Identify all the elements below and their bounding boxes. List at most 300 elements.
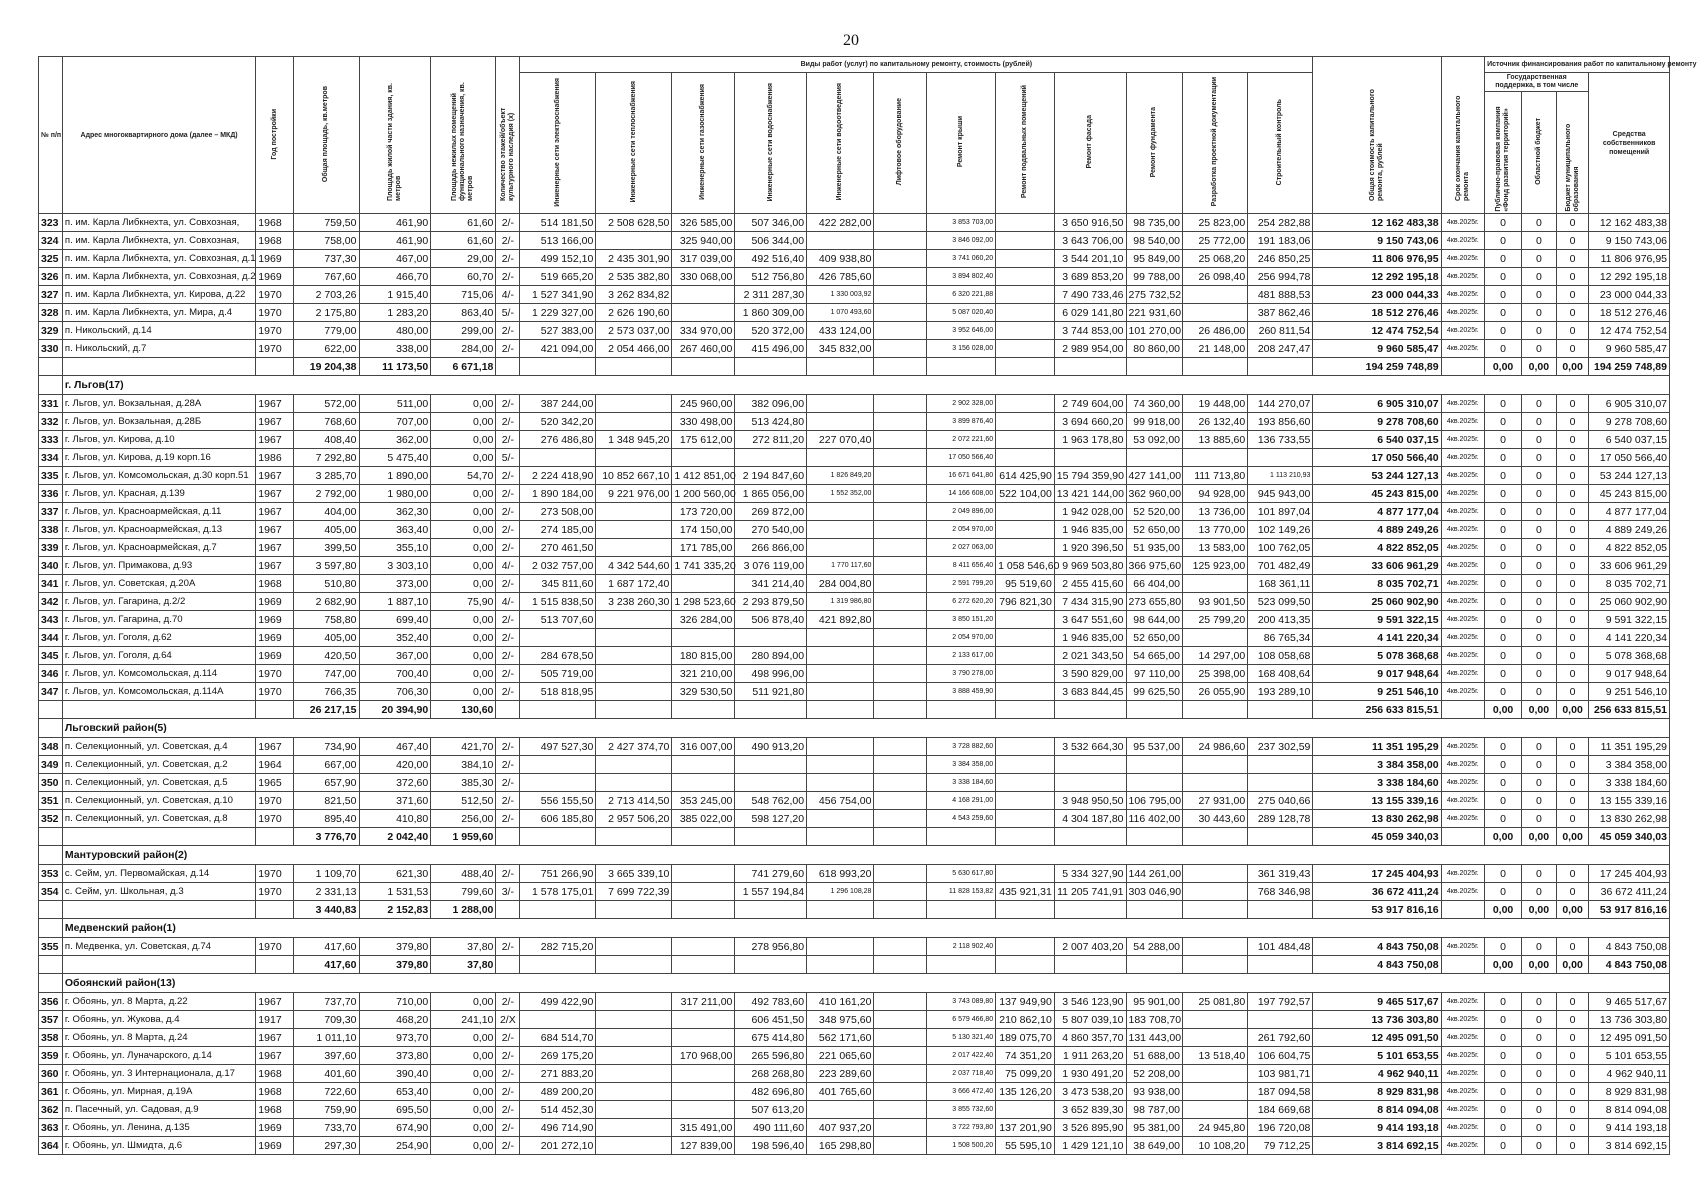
cell-cost-lift	[874, 611, 926, 629]
cell-cost-water: 490 111,60	[735, 1119, 807, 1137]
cell-cost-design: 125 923,00	[1183, 557, 1248, 575]
cell-year-built: 1970	[256, 304, 294, 322]
cell-cost-control: 106 604,75	[1248, 1047, 1313, 1065]
cell-cost-control: 260 811,54	[1248, 322, 1313, 340]
cell-deadline: 4кв.2025г.	[1441, 993, 1484, 1011]
cell-living-area: 352,40	[359, 629, 431, 647]
cell-fin-municipal: 0	[1556, 214, 1589, 232]
header-fin-group: Источник финансирования работ по капитальному ремонту	[1485, 57, 1670, 73]
cell-cost-basement	[996, 938, 1055, 956]
cell-cost-roof: 5 087 020,40	[926, 304, 996, 322]
cell-cost-water: 506 878,40	[735, 611, 807, 629]
cell-cost-control	[1248, 1011, 1313, 1029]
cell-cost-design	[1183, 1029, 1248, 1047]
cell-total-area: 26 217,15	[294, 701, 359, 719]
cell-row-number: 360	[39, 1065, 63, 1083]
cell-cost-facade: 3 532 664,30	[1054, 738, 1126, 756]
cell-fin-fund: 0	[1485, 593, 1522, 611]
cell-cost-basement	[996, 629, 1055, 647]
cell-cost-control: 101 484,48	[1248, 938, 1313, 956]
cell-total-cost: 4 822 852,05	[1313, 539, 1441, 557]
cell-living-area: 379,80	[359, 956, 431, 974]
cell-cost-facade: 3 744 853,00	[1054, 322, 1126, 340]
cell-row-number: 345	[39, 647, 63, 665]
cell-fin-municipal: 0	[1556, 1101, 1589, 1119]
district-group-row	[39, 376, 1670, 395]
cell-cost-lift	[874, 828, 926, 846]
cell-total-area: 2 331,13	[294, 883, 359, 901]
cell-cost-gas: 173 720,00	[672, 503, 735, 521]
cell-fin-owners: 11 351 195,29	[1589, 738, 1670, 756]
cell-cost-facade: 1 911 263,20	[1054, 1047, 1126, 1065]
cell-nonliving-area: 1 959,60	[431, 828, 496, 846]
cell-deadline	[1441, 901, 1484, 919]
cell-total-area: 758,00	[294, 232, 359, 250]
cell-nonliving-area: 385,30	[431, 774, 496, 792]
cell-cost-gas	[672, 358, 735, 376]
cell-total-area: 709,30	[294, 1011, 359, 1029]
cell-fin-fund: 0,00	[1485, 956, 1522, 974]
row-number	[39, 974, 63, 993]
cell-year-built: 1967	[256, 395, 294, 413]
cell-cost-water: 512 756,80	[735, 268, 807, 286]
cell-nonliving-area: 715,06	[431, 286, 496, 304]
cell-cost-facade	[1054, 774, 1126, 792]
cell-fin-municipal: 0	[1556, 883, 1589, 901]
cell-fin-owners: 4 141 220,34	[1589, 629, 1670, 647]
cell-cost-heat: 4 342 544,60	[596, 557, 672, 575]
cell-levels: 4/-	[496, 593, 520, 611]
cell-cost-facade	[1054, 449, 1126, 467]
cell-cost-heat	[596, 611, 672, 629]
cell-cost-power: 271 883,20	[520, 1065, 596, 1083]
cell-fin-municipal: 0	[1556, 1029, 1589, 1047]
cell-total-cost: 3 814 692,15	[1313, 1137, 1441, 1155]
cell-cost-heat	[596, 521, 672, 539]
cell-deadline: 4кв.2025г.	[1441, 214, 1484, 232]
cell-address: г. Льгов, ул. Красноармейская, д.11	[62, 503, 255, 521]
cell-cost-basement	[996, 539, 1055, 557]
table-row	[39, 1083, 1670, 1101]
cell-fin-owners: 23 000 044,33	[1589, 286, 1670, 304]
cell-levels: 5/-	[496, 304, 520, 322]
cell-cost-heat	[596, 232, 672, 250]
cell-fin-regional: 0	[1522, 593, 1557, 611]
cell-row-number: 331	[39, 395, 63, 413]
cell-fin-owners: 11 806 976,95	[1589, 250, 1670, 268]
cell-address: г. Обоянь, ул. Шмидта, д.6	[62, 1137, 255, 1155]
cell-nonliving-area: 61,60	[431, 214, 496, 232]
cell-cost-lift	[874, 1137, 926, 1155]
subtotal-row	[39, 358, 1670, 376]
cell-year-built: 1969	[256, 593, 294, 611]
cell-cost-water: 1 557 194,84	[735, 883, 807, 901]
cell-cost-lift	[874, 413, 926, 431]
cell-cost-water: 506 344,00	[735, 232, 807, 250]
cell-fin-municipal: 0	[1556, 647, 1589, 665]
cell-address: г. Льгов, ул. Гоголя, д.62	[62, 629, 255, 647]
cell-fin-owners: 9 278 708,60	[1589, 413, 1670, 431]
cell-deadline: 4кв.2025г.	[1441, 647, 1484, 665]
cell-cost-heat: 2 713 414,50	[596, 792, 672, 810]
cell-cost-basement	[996, 503, 1055, 521]
cell-cost-power: 518 818,95	[520, 683, 596, 701]
cell-year-built: 1967	[256, 431, 294, 449]
cell-cost-foundation: 52 208,00	[1126, 1065, 1183, 1083]
cell-living-area: 390,40	[359, 1065, 431, 1083]
cell-cost-facade	[1054, 828, 1126, 846]
cell-cost-control: 144 270,07	[1248, 395, 1313, 413]
cell-cost-facade: 2 749 604,00	[1054, 395, 1126, 413]
cell-cost-basement	[996, 611, 1055, 629]
cell-year-built: 1917	[256, 1011, 294, 1029]
cell-cost-facade: 7 434 315,90	[1054, 593, 1126, 611]
cell-fin-regional: 0	[1522, 774, 1557, 792]
cell-total-area: 405,00	[294, 629, 359, 647]
cell-cost-control: 136 733,55	[1248, 431, 1313, 449]
cell-levels: 4/-	[496, 557, 520, 575]
table-row	[39, 304, 1670, 322]
cell-deadline: 4кв.2025г.	[1441, 304, 1484, 322]
cell-levels: 2/-	[496, 413, 520, 431]
cell-cost-facade: 4 860 357,70	[1054, 1029, 1126, 1047]
cell-cost-lift	[874, 756, 926, 774]
table-row	[39, 413, 1670, 431]
cell-living-area: 1 980,00	[359, 485, 431, 503]
cell-cost-design	[1183, 701, 1248, 719]
cell-address: г. Обоянь, ул. Мирная, д.19А	[62, 1083, 255, 1101]
cell-levels: 4/-	[496, 286, 520, 304]
cell-cost-heat	[596, 647, 672, 665]
cell-cost-power: 514 452,30	[520, 1101, 596, 1119]
cell-row-number	[39, 901, 63, 919]
cell-cost-power	[520, 901, 596, 919]
cell-living-area: 1 890,00	[359, 467, 431, 485]
header-w-power: Инженерные сети электроснабжения	[520, 73, 596, 214]
district-title: г. Льгов(17)	[62, 376, 1669, 395]
cell-cost-basement: 522 104,00	[996, 485, 1055, 503]
cell-fin-municipal: 0	[1556, 1119, 1589, 1137]
cell-cost-design: 14 297,00	[1183, 647, 1248, 665]
cell-cost-sewer: 433 124,00	[807, 322, 874, 340]
cell-cost-gas	[672, 756, 735, 774]
cell-living-area: 674,90	[359, 1119, 431, 1137]
row-number	[39, 376, 63, 395]
cell-fin-municipal: 0	[1556, 1047, 1589, 1065]
cell-cost-heat	[596, 1101, 672, 1119]
cell-cost-foundation: 221 931,60	[1126, 304, 1183, 322]
cell-year-built: 1969	[256, 629, 294, 647]
cell-living-area: 373,80	[359, 1047, 431, 1065]
table-row	[39, 503, 1670, 521]
cell-cost-water: 507 346,00	[735, 214, 807, 232]
cell-cost-power: 282 715,20	[520, 938, 596, 956]
cell-cost-roof: 3 855 732,60	[926, 1101, 996, 1119]
cell-fin-municipal: 0	[1556, 1065, 1589, 1083]
cell-levels: 2/-	[496, 647, 520, 665]
cell-cost-foundation: 51 688,00	[1126, 1047, 1183, 1065]
cell-cost-foundation: 95 381,00	[1126, 1119, 1183, 1137]
cell-fin-municipal: 0	[1556, 521, 1589, 539]
table-row	[39, 575, 1670, 593]
cell-cost-basement	[996, 413, 1055, 431]
cell-fin-owners: 12 162 483,38	[1589, 214, 1670, 232]
cell-fin-fund: 0,00	[1485, 358, 1522, 376]
cell-cost-control: 184 669,68	[1248, 1101, 1313, 1119]
cell-levels: 2/-	[496, 539, 520, 557]
cell-fin-municipal: 0	[1556, 575, 1589, 593]
cell-cost-heat: 2 957 506,20	[596, 810, 672, 828]
cell-year-built	[256, 901, 294, 919]
cell-cost-facade: 6 029 141,80	[1054, 304, 1126, 322]
cell-address: г. Льгов, ул. Комсомольская, д.114	[62, 665, 255, 683]
cell-levels: 2/-	[496, 865, 520, 883]
cell-cost-facade: 2 989 954,00	[1054, 340, 1126, 358]
cell-cost-basement: 75 099,20	[996, 1065, 1055, 1083]
cell-cost-sewer	[807, 413, 874, 431]
cell-cost-control	[1248, 701, 1313, 719]
cell-row-number	[39, 828, 63, 846]
cell-cost-basement	[996, 449, 1055, 467]
cell-living-area: 699,40	[359, 611, 431, 629]
cell-total-area: 2 792,00	[294, 485, 359, 503]
cell-cost-gas	[672, 304, 735, 322]
cell-nonliving-area: 0,00	[431, 1083, 496, 1101]
cell-cost-gas	[672, 1101, 735, 1119]
cell-cost-foundation: 131 443,00	[1126, 1029, 1183, 1047]
cell-fin-owners: 5 101 653,55	[1589, 1047, 1670, 1065]
cell-cost-foundation: 98 540,00	[1126, 232, 1183, 250]
cell-total-cost: 5 078 368,68	[1313, 647, 1441, 665]
cell-total-area: 405,00	[294, 521, 359, 539]
cell-fin-fund: 0	[1485, 611, 1522, 629]
cell-cost-roof: 2 118 902,40	[926, 938, 996, 956]
cell-fin-fund: 0	[1485, 1047, 1522, 1065]
cell-total-area: 417,60	[294, 956, 359, 974]
cell-cost-roof: 2 072 221,60	[926, 431, 996, 449]
cell-levels: 2/-	[496, 756, 520, 774]
cell-cost-lift	[874, 503, 926, 521]
cell-cost-power	[520, 756, 596, 774]
cell-cost-roof: 11 828 153,82	[926, 883, 996, 901]
cell-cost-facade	[1054, 358, 1126, 376]
cell-cost-gas: 321 210,00	[672, 665, 735, 683]
cell-fin-municipal: 0	[1556, 304, 1589, 322]
cell-cost-water: 2 194 847,60	[735, 467, 807, 485]
cell-cost-design	[1183, 956, 1248, 974]
cell-cost-basement: 135 126,20	[996, 1083, 1055, 1101]
cell-cost-design	[1183, 828, 1248, 846]
cell-deadline: 4кв.2025г.	[1441, 756, 1484, 774]
cell-cost-power: 513 166,00	[520, 232, 596, 250]
cell-cost-facade: 3 694 660,20	[1054, 413, 1126, 431]
cell-nonliving-area: 0,00	[431, 647, 496, 665]
cell-nonliving-area: 0,00	[431, 539, 496, 557]
cell-cost-gas	[672, 701, 735, 719]
cell-cost-power: 499 152,10	[520, 250, 596, 268]
cell-cost-heat	[596, 1137, 672, 1155]
cell-fin-owners: 5 078 368,68	[1589, 647, 1670, 665]
cell-cost-gas	[672, 938, 735, 956]
cell-levels: 2/-	[496, 575, 520, 593]
cell-cost-basement	[996, 756, 1055, 774]
cell-cost-heat: 3 665 339,10	[596, 865, 672, 883]
cell-cost-foundation: 74 360,00	[1126, 395, 1183, 413]
cell-cost-heat: 2 508 628,50	[596, 214, 672, 232]
cell-year-built: 1986	[256, 449, 294, 467]
cell-total-cost: 23 000 044,33	[1313, 286, 1441, 304]
cell-total-cost: 6 540 037,15	[1313, 431, 1441, 449]
cell-levels: 2/-	[496, 1119, 520, 1137]
cell-row-number: 357	[39, 1011, 63, 1029]
cell-fin-owners: 9 465 517,67	[1589, 993, 1670, 1011]
cell-address: п. Медвенка, ул. Советская, д.74	[62, 938, 255, 956]
cell-cost-basement	[996, 286, 1055, 304]
cell-total-cost: 53 917 816,16	[1313, 901, 1441, 919]
cell-cost-roof: 3 790 278,00	[926, 665, 996, 683]
cell-cost-heat: 3 238 260,30	[596, 593, 672, 611]
cell-cost-design: 27 931,00	[1183, 792, 1248, 810]
cell-cost-water: 1 860 309,00	[735, 304, 807, 322]
cell-nonliving-area: 29,00	[431, 250, 496, 268]
cell-levels	[496, 956, 520, 974]
cell-cost-lift	[874, 647, 926, 665]
cell-nonliving-area: 0,00	[431, 575, 496, 593]
cell-levels: 2/-	[496, 485, 520, 503]
cell-cost-roof: 6 320 221,88	[926, 286, 996, 304]
cell-cost-water: 266 866,00	[735, 539, 807, 557]
cell-cost-facade: 5 807 039,10	[1054, 1011, 1126, 1029]
cell-cost-control: 86 765,34	[1248, 629, 1313, 647]
cell-cost-design: 26 486,00	[1183, 322, 1248, 340]
cell-year-built: 1970	[256, 286, 294, 304]
cell-deadline: 4кв.2025г.	[1441, 629, 1484, 647]
cell-total-cost: 8 929 831,98	[1313, 1083, 1441, 1101]
cell-address: п. им. Карла Либкнехта, ул. Совхозная,	[62, 214, 255, 232]
table-header	[39, 57, 1697, 214]
cell-cost-sewer: 221 065,60	[807, 1047, 874, 1065]
cell-cost-control	[1248, 828, 1313, 846]
cell-cost-water: 265 596,80	[735, 1047, 807, 1065]
cell-address: г. Обоянь, ул. Луначарского, д.14	[62, 1047, 255, 1065]
cell-cost-control	[1248, 956, 1313, 974]
cell-cost-lift	[874, 1047, 926, 1065]
cell-levels: 2/-	[496, 993, 520, 1011]
cell-cost-roof: 14 166 608,00	[926, 485, 996, 503]
cell-row-number: 332	[39, 413, 63, 431]
cell-row-number: 324	[39, 232, 63, 250]
cell-cost-roof: 2 591 799,20	[926, 575, 996, 593]
cell-cost-roof: 2 027 063,00	[926, 539, 996, 557]
header-w-sewer: Инженерные сети водоотведения	[807, 73, 874, 214]
cell-total-area: 404,00	[294, 503, 359, 521]
cell-cost-foundation: 99 918,00	[1126, 413, 1183, 431]
cell-fin-municipal: 0	[1556, 503, 1589, 521]
cell-fin-fund: 0	[1485, 810, 1522, 828]
cell-cost-water: 741 279,60	[735, 865, 807, 883]
header-deadline: Срок окончания капитального ремонта	[1441, 57, 1484, 214]
cell-cost-roof	[926, 956, 996, 974]
cell-cost-roof: 1 508 500,20	[926, 1137, 996, 1155]
cell-living-area: 1 283,20	[359, 304, 431, 322]
cell-cost-design: 25 772,00	[1183, 232, 1248, 250]
cell-cost-lift	[874, 485, 926, 503]
cell-row-number: 364	[39, 1137, 63, 1155]
cell-nonliving-area: 0,00	[431, 485, 496, 503]
cell-cost-sewer	[807, 503, 874, 521]
cell-total-area: 2 703,26	[294, 286, 359, 304]
cell-fin-regional: 0	[1522, 792, 1557, 810]
cell-cost-roof	[926, 828, 996, 846]
cell-deadline: 4кв.2025г.	[1441, 1083, 1484, 1101]
cell-nonliving-area: 37,80	[431, 956, 496, 974]
cell-cost-design	[1183, 449, 1248, 467]
cell-fin-municipal: 0	[1556, 1137, 1589, 1155]
cell-cost-water	[735, 756, 807, 774]
cell-total-cost: 17 050 566,40	[1313, 449, 1441, 467]
cell-cost-design	[1183, 883, 1248, 901]
cell-cost-design	[1183, 629, 1248, 647]
cell-fin-municipal: 0	[1556, 340, 1589, 358]
cell-nonliving-area: 384,10	[431, 756, 496, 774]
cell-cost-foundation	[1126, 701, 1183, 719]
cell-fin-fund: 0	[1485, 322, 1522, 340]
cell-total-area: 399,50	[294, 539, 359, 557]
cell-cost-roof	[926, 358, 996, 376]
cell-fin-regional: 0	[1522, 413, 1557, 431]
cell-cost-design	[1183, 286, 1248, 304]
cell-fin-owners: 3 338 184,60	[1589, 774, 1670, 792]
cell-year-built: 1967	[256, 467, 294, 485]
cell-cost-sewer	[807, 395, 874, 413]
cell-row-number: 342	[39, 593, 63, 611]
cell-deadline: 4кв.2025г.	[1441, 1065, 1484, 1083]
cell-cost-sewer	[807, 901, 874, 919]
cell-living-area: 1 887,10	[359, 593, 431, 611]
table-row	[39, 467, 1670, 485]
cell-fin-owners: 4 889 249,26	[1589, 521, 1670, 539]
cell-total-cost: 4 889 249,26	[1313, 521, 1441, 539]
cell-address: с. Сейм, ул. Первомайская, д.14	[62, 865, 255, 883]
cell-cost-sewer: 345 832,00	[807, 340, 874, 358]
cell-deadline: 4кв.2025г.	[1441, 268, 1484, 286]
cell-cost-roof: 3 846 092,00	[926, 232, 996, 250]
cell-cost-foundation: 95 901,00	[1126, 993, 1183, 1011]
cell-total-cost: 12 474 752,54	[1313, 322, 1441, 340]
cell-fin-fund: 0	[1485, 792, 1522, 810]
cell-cost-basement: 614 425,90	[996, 467, 1055, 485]
cell-total-area: 397,60	[294, 1047, 359, 1065]
district-title: Льговский район(5)	[62, 719, 1669, 738]
cell-total-area: 2 682,90	[294, 593, 359, 611]
cell-cost-heat: 7 699 722,39	[596, 883, 672, 901]
capital-repair-table	[38, 56, 1697, 1155]
cell-cost-sewer	[807, 701, 874, 719]
cell-cost-control: 254 282,88	[1248, 214, 1313, 232]
cell-nonliving-area: 0,00	[431, 431, 496, 449]
cell-cost-roof: 2 037 718,40	[926, 1065, 996, 1083]
cell-cost-foundation: 183 708,70	[1126, 1011, 1183, 1029]
cell-cost-lift	[874, 1101, 926, 1119]
cell-fin-owners: 8 814 094,08	[1589, 1101, 1670, 1119]
cell-deadline: 4кв.2025г.	[1441, 485, 1484, 503]
cell-cost-power: 284 678,50	[520, 647, 596, 665]
cell-total-cost: 9 414 193,18	[1313, 1119, 1441, 1137]
cell-address: г. Льгов, ул. Комсомольская, д.30 корп.51	[62, 467, 255, 485]
cell-total-area: 401,60	[294, 1065, 359, 1083]
cell-deadline	[1441, 701, 1484, 719]
cell-total-area: 510,80	[294, 575, 359, 593]
